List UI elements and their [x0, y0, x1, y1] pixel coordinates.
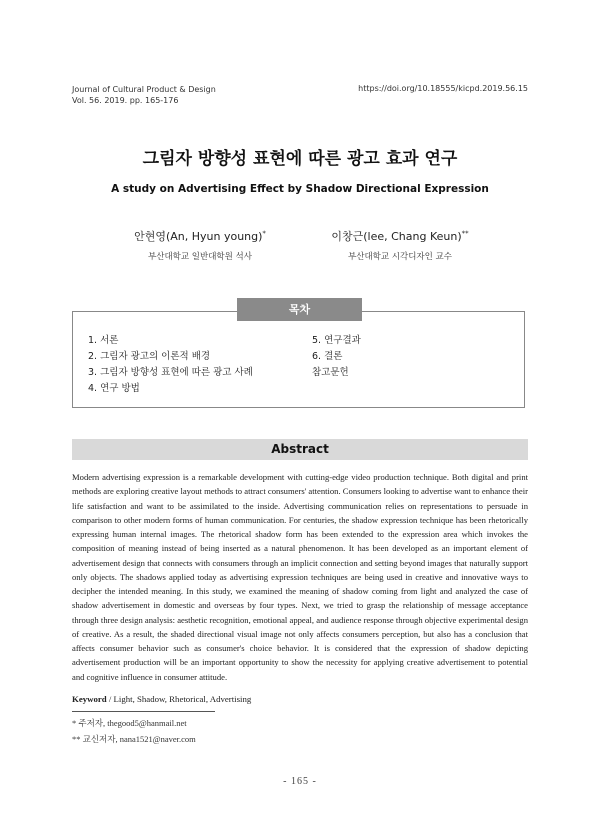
keyword-label: Keyword [72, 694, 107, 704]
journal-volume: Vol. 56. 2019. pp. 165-176 [72, 96, 179, 105]
footnote-corresponding: ** 교신저자, nana1521@naver.com [72, 734, 196, 744]
author-2 [290, 228, 510, 262]
abstract-text: Modern advertising expression is a remarkable development with cutting-edge video production technique. Both digital and print methods are exploring creative layout methods to attract consumers' attention. Consumers looking to advertise want to enhance their life satisfaction and want to be assimilated to the inside. Advertising communication relies on representations to persuade in comparison to other modern forms of human communication. For centuries, the shadow expression technique has been rhetorically expressing human internal images. The rhetorical shadow form has been extended to the expression area which invokes the composition of meaning instead of being inserted as a natural phenomenon. It has been developed as an important element of advertisement design that connects with consumers through an implicit connection and setting beyond images that naturally support only objects. The shadows applied today as advertising expression techniques are being used in creative and innovative ways to decipher the intended meaning. In this study, we examined the meaning of shadow coming from light and analyzed the case of shadow advertisement in domestic and overseas by four types. Next, we tried to grasp the relationship of message acceptance through three design analysis: aesthetic recognition, emotional appeal, and audience response through objective experimental design of creative. As a result, the shaded directional visual image not only affects consumers perception, but also has a conclusion that affects consumer behavior such as consumer's choice behavior. It is considered that the expression of shadow depicting advertisement production will be an important opportunity to show the necessity for applying creative advertisement to potential and cognitive influence in consumer attitude. [72, 472, 528, 682]
paper-title-korean: 그림자 방향성 표현에 따른 광고 효과 연구 [142, 149, 458, 169]
author-1-affiliation: 부산대학교 일반대학원 석사 [148, 252, 252, 262]
abstract-heading: Abstract [72, 439, 528, 460]
toc-item[interactable]: 3. 그림자 방향성 표현에 따른 광고 사례 [88, 367, 253, 378]
toc-item[interactable]: 6. 결론 [312, 351, 343, 362]
author-1-name: 안현영(An, Hyun young)* [134, 229, 266, 243]
toc-item[interactable]: 1. 서론 [88, 335, 119, 346]
footnote-author: * 주저자, thegood5@hanmail.net [72, 718, 187, 728]
author-2-affiliation: 부산대학교 시각디자인 교수 [348, 252, 452, 262]
author-2-mark: ** [461, 229, 469, 238]
journal-header [72, 84, 216, 106]
journal-name: Journal of Cultural Product & Design [72, 85, 216, 94]
page-number: - 165 - [283, 776, 317, 787]
toc-item[interactable]: 4. 연구 방법 [88, 383, 140, 394]
toc-item[interactable]: 5. 연구결과 [312, 335, 361, 346]
footnote-divider [72, 711, 215, 712]
toc-item[interactable]: 2. 그림자 광고의 이론적 배경 [88, 351, 211, 362]
author-1-mark: * [262, 229, 266, 238]
paper-title-english: A study on Advertising Effect by Shadow Directional Expression [111, 183, 489, 195]
doi-link[interactable]: https://doi.org/10.18555/kicpd.2019.56.15 [358, 84, 528, 93]
toc-item[interactable]: 참고문헌 [312, 367, 349, 378]
toc-left-column [88, 333, 253, 397]
toc-right-column [312, 333, 361, 381]
keyword-line [72, 694, 251, 704]
toc-heading: 목차 [237, 298, 362, 321]
keyword-values: / Light, Shadow, Rhetorical, Advertising [108, 694, 252, 704]
author-1 [90, 228, 310, 262]
author-2-name: 이창근(lee, Chang Keun)** [331, 229, 469, 243]
